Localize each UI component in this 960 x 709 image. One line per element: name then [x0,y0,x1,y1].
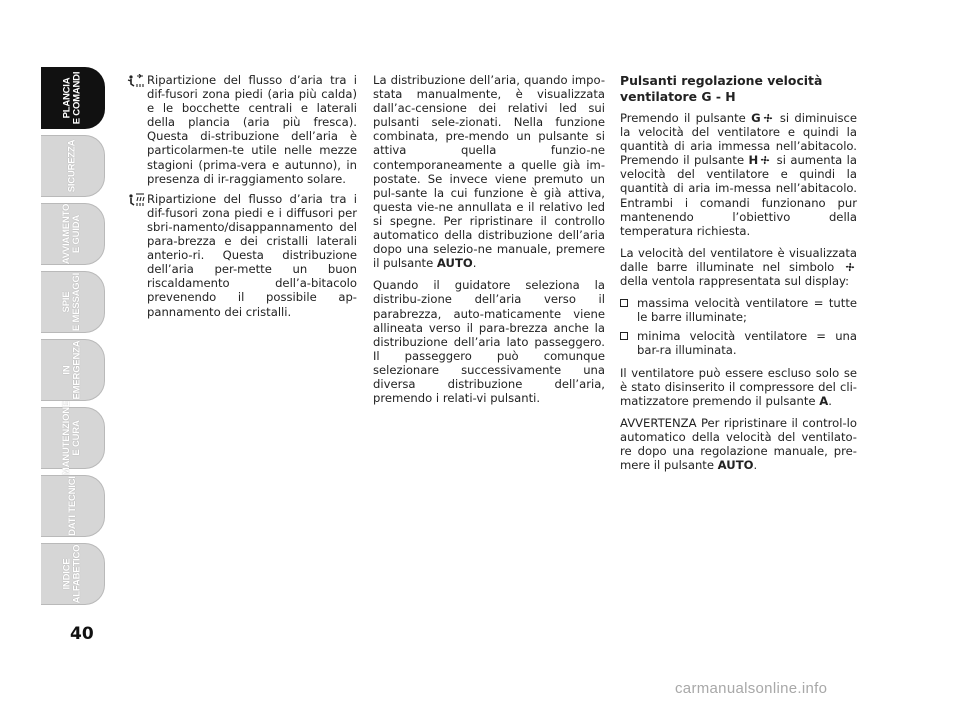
page-number: 40 [70,624,94,644]
tab-dati-tecnici[interactable] [41,475,105,537]
tab-label: IN EMERGENZA [61,340,83,400]
column-1 [127,73,357,325]
paragraph [620,366,857,408]
fan-icon [845,262,855,272]
tab-label: SPIE E MESSAGGI [61,272,83,332]
checkbox-bullet-icon [620,332,628,340]
paragraph: Quando il guidatore seleziona la distribu-zione dell’aria verso il parabrezza, auto-maticamente viene allineata verso il para-brezza anche la distribuzione dell’aria lato passeggero. Il passeggero può comunque selezionare successivamente una diversa distribuzione dell’aria, premendo i relati-vi pulsanti. [373,278,605,406]
paragraph-end: . [472,256,477,271]
airflow-item-text: Ripartizione del flusso d’aria tra i dif-fusori zona piedi e i diffusori per sbri-namento/disappannamento del para-brezza e dei cristalli laterali anterio-ri. Questa distribuzione dell’aria per-mette un buon riscaldamento dell’a-bitacolo prevenendo il possibile ap-pannamento dei cristalli. [147,191,357,319]
watermark: carmanualsonline.info [675,680,828,697]
paragraph-text: si diminuisce la velocità del ventilatore e quindi la quantità di aria immessa nell’abitacolo. Premendo il pulsante [620,111,857,168]
paragraph-text: della ventola rappresentata sul display: [620,274,849,289]
tab-avviamento-e-guida[interactable] [41,203,105,265]
tab-manutenzione-e-cura[interactable] [41,400,105,476]
paragraph-end: . [753,458,758,473]
airflow-feet-face-icon [127,74,145,88]
tab-label: MANUTENZIONE E CURA [61,400,83,476]
paragraph-text: Premendo il pulsante [620,111,752,125]
fan-icon [760,155,770,165]
tab-label: AVVIAMENTO E GUIDA [61,203,83,265]
list-item-text: minima velocità ventilatore = una bar-ra illuminata. [637,329,857,358]
paragraph [620,416,857,472]
key-h: H [748,153,759,168]
key-auto: AUTO [436,256,473,271]
key-a: A [819,393,829,408]
tab-label: PLANCIA E COMANDI [61,71,83,125]
tab-label: DATI TECNICI [66,476,78,536]
list-item-text: massima velocità ventilatore = tutte le barre illuminate; [637,296,857,325]
key-auto: AUTO [717,458,754,473]
tab-plancia-e-comandi[interactable] [41,67,105,129]
fan-icon [763,113,773,123]
tab-label: INDICE ALFABETICO [61,544,83,604]
tab-spie-e-messaggi[interactable] [41,271,105,333]
list-item [620,296,857,324]
paragraph-text: La velocità del ventilatore è visualizzata dalle barre illuminate nel simbolo [620,245,857,274]
paragraph [620,246,857,288]
paragraph-text: si aumenta la velocità del ventilatore e quindi la quantità di aria im-messa nell’abitacolo. Entrambi i comandi funzionano pur mantenendo l’obiettivo della temperatura richiesta. [620,153,857,238]
column-2 [373,73,605,413]
checkbox-bullet-icon [620,299,628,307]
airflow-item-text: Ripartizione del flusso d’aria tra i dif-fusori zona piedi (aria più calda) e le bocchette centrali e laterali della plancia (aria più fresca). Questa di-stribuzione dell’aria è particolarmen-te utile nelle mezze stagioni (prima-vera e autunno), in presenza di ir-raggiamento solare. [147,73,357,186]
airflow-item-feet-windscreen [127,192,357,319]
section-title: Pulsanti regolazione velocità ventilatore G - H [620,73,823,104]
airflow-feet-windscreen-icon [127,193,145,207]
tab-sicurezza[interactable] [41,135,105,197]
paragraph-text: AVVERTENZA Per ripristinare il control-lo automatico della velocità del ventilato-re dopo una regolazione manuale, pre-mere il pulsante [620,415,857,473]
key-g: G [751,111,761,125]
airflow-item-feet-face [127,73,357,186]
column-3 [620,73,857,480]
tab-indice-alfabetico[interactable] [41,543,105,605]
paragraph [620,111,857,238]
tab-in-emergenza[interactable] [41,339,105,401]
paragraph [373,73,605,270]
list-item [620,329,857,357]
paragraph-end: . [828,393,832,408]
paragraph-text: Il ventilatore può essere escluso solo se è stato disinserito il compressore del cli-matizzatore premendo il pulsante [620,365,857,408]
paragraph-text: La distribuzione dell’aria, quando impo-stata manualmente, è visualizzata dall’ac-censione dei relativi led sui pulsanti sele-zionati. Nella funzione combinata, pre-mendo un pulsante si attiva quella funzio-ne contemporaneamente a quelle già im-postate. Se invece viene premuto un pul-sante la cui funzione è già attiva, questa vie-ne annullata e il relativo led si spegne. Per ripristinare il controllo automatico della distribuzione dell’aria dopo una selezio-ne manuale, premere il pulsante [373,73,605,271]
tab-label: SICUREZZA [66,139,78,193]
